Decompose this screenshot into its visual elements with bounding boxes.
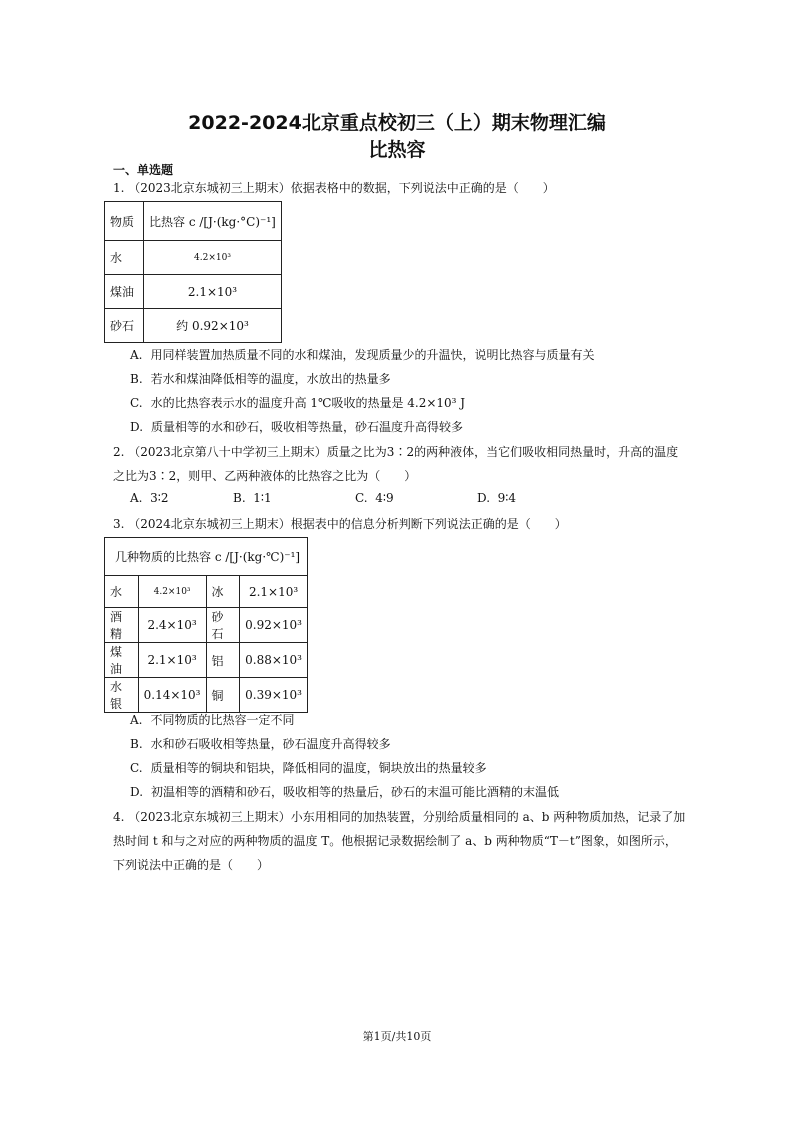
option-label: C. bbox=[130, 761, 143, 775]
q2-option-a bbox=[130, 491, 169, 505]
option-text: 1∶1 bbox=[253, 491, 272, 505]
q3-option-a bbox=[130, 711, 295, 728]
option-text: 质量相等的水和砂石，吸收相等热量，砂石温度升高得较多 bbox=[151, 420, 464, 434]
q1-table-cell: 约 0.92×10³ bbox=[144, 309, 282, 343]
q3-option-d bbox=[130, 783, 559, 800]
option-text: 用同样装置加热质量不同的水和煤油，发现质量少的升温快，说明比热容与质量有关 bbox=[150, 348, 595, 362]
option-text: 不同物质的比热容一定不同 bbox=[150, 713, 295, 727]
option-text: 若水和煤油降低相等的温度，水放出的热量多 bbox=[150, 372, 391, 386]
q3-table-caption: 几种物质的比热容 c /[J·(kg·℃)⁻¹] bbox=[105, 538, 308, 576]
q1-table-cell: 煤油 bbox=[105, 275, 144, 309]
q1-table-cell: 砂石 bbox=[105, 309, 144, 343]
q1-option-b bbox=[130, 370, 391, 387]
option-text: 水的比热容表示水的温度升高 1℃吸收的热量是 4.2×10³ J bbox=[150, 396, 466, 410]
q2-option-c bbox=[355, 491, 394, 505]
q1-option-a bbox=[130, 346, 595, 363]
option-label: A. bbox=[130, 491, 143, 505]
q1-table-cell: 2.1×10³ bbox=[144, 275, 282, 309]
q3-stem: 3. （2024北京东城初三上期末）根据表中的信息分析判断下列说法正确的是（ ） bbox=[113, 517, 567, 531]
option-text: 4∶9 bbox=[375, 491, 394, 505]
option-text: 9∶4 bbox=[497, 491, 517, 505]
q3-table-cell: 煤油 bbox=[105, 643, 139, 678]
q2-stem-line2: 之比为3∶2，则甲、乙两种液体的比热容之比为（ ） bbox=[113, 469, 417, 483]
q2-stem-line1: 2. （2023北京第八十中学初三上期末）质量之比为3∶2的两种液体，当它们吸收相同热量时，升高的温度 bbox=[113, 445, 679, 459]
q1-table-cell: 4.2×10³ bbox=[144, 241, 282, 275]
option-label: B. bbox=[130, 372, 143, 386]
q1-table-header-substance: 物质 bbox=[105, 202, 144, 241]
q3-table-cell: 0.39×10³ bbox=[240, 678, 308, 713]
option-text: 质量相等的铜块和铝块，降低相同的温度，铜块放出的热量较多 bbox=[150, 761, 487, 775]
q3-table-cell: 0.92×10³ bbox=[240, 608, 308, 643]
q3-table bbox=[104, 537, 308, 713]
option-text: 3∶2 bbox=[150, 491, 169, 505]
q3-table-cell: 铝 bbox=[206, 643, 240, 678]
document-title: 2022-2024北京重点校初三（上）期末物理汇编 bbox=[188, 112, 606, 134]
q4-stem-line2: 热时间 t 和与之对应的两种物质的温度 T。他根据记录数据绘制了 a、b 两种物质“T－t”图象，如图所示， bbox=[113, 834, 677, 848]
option-label: C. bbox=[130, 396, 143, 410]
q3-table-cell: 水 bbox=[105, 576, 139, 608]
option-label: C. bbox=[355, 491, 368, 505]
section-heading: 一、单选题 bbox=[113, 163, 174, 177]
q3-table-cell: 2.1×10³ bbox=[138, 643, 206, 678]
option-label: A. bbox=[130, 348, 143, 362]
q3-table-cell: 水银 bbox=[105, 678, 139, 713]
q3-table-cell: 0.14×10³ bbox=[138, 678, 206, 713]
option-label: A. bbox=[130, 713, 143, 727]
q3-table-cell: 砂石 bbox=[206, 608, 240, 643]
option-label: D. bbox=[477, 491, 491, 505]
page-footer: 第1页/共10页 bbox=[362, 1030, 432, 1043]
q3-table-cell: 0.88×10³ bbox=[240, 643, 308, 678]
q3-table-cell: 4.2×10³ bbox=[138, 576, 206, 608]
q2-option-b bbox=[233, 491, 272, 505]
q3-option-b bbox=[130, 735, 391, 752]
document-subtitle: 比热容 bbox=[368, 139, 426, 161]
q2-option-d bbox=[477, 491, 516, 505]
q1-stem: 1. （2023北京东城初三上期末）依据表格中的数据，下列说法中正确的是（ ） bbox=[113, 181, 555, 195]
q3-table-cell: 酒精 bbox=[105, 608, 139, 643]
option-label: B. bbox=[233, 491, 246, 505]
q3-option-c bbox=[130, 759, 487, 776]
q3-table-cell: 铜 bbox=[206, 678, 240, 713]
q1-table-cell: 水 bbox=[105, 241, 144, 275]
q3-table-cell: 2.4×10³ bbox=[138, 608, 206, 643]
q4-stem-line1: 4. （2023北京东城初三上期末）小东用相同的加热装置，分别给质量相同的 a、b 两种物质加热，记录了加 bbox=[113, 810, 686, 824]
q1-table bbox=[104, 201, 282, 343]
q1-table-header-capacity: 比热容 c /[J·(kg·°C)⁻¹] bbox=[144, 202, 282, 241]
q3-table-cell: 冰 bbox=[206, 576, 240, 608]
option-text: 水和砂石吸收相等热量，砂石温度升高得较多 bbox=[150, 737, 391, 751]
q1-option-c bbox=[130, 394, 465, 411]
q4-stem-line3: 下列说法中正确的是（ ） bbox=[113, 858, 270, 872]
q1-option-d bbox=[130, 418, 463, 435]
option-label: B. bbox=[130, 737, 143, 751]
option-label: D. bbox=[130, 785, 144, 799]
option-text: 初温相等的酒精和砂石，吸收相等的热量后，砂石的末温可能比酒精的末温低 bbox=[151, 785, 560, 799]
q3-table-cell: 2.1×10³ bbox=[240, 576, 308, 608]
option-label: D. bbox=[130, 420, 144, 434]
